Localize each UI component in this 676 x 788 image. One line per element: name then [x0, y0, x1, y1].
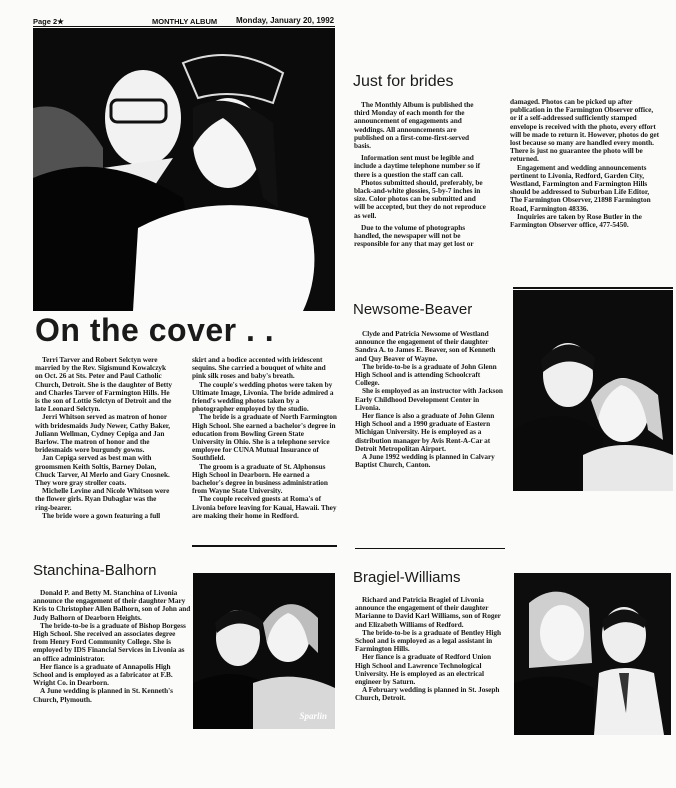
paragraph: Her fiance is a graduate of Redford Union High School and Lawrence Technological University. He is employed as an electrical engineer by Saturn.: [355, 652, 491, 687]
paragraph: Richard and Patricia Bragiel of Livonia announce the engagement of their daughter Marianne to David Karl Williams, son of Roger and Elizabeth Williams of Redford.: [355, 595, 501, 629]
newsome-headline: Newsome-Beaver: [353, 301, 473, 318]
bragiel-headline: Bragiel-Williams: [353, 569, 461, 586]
newsome-beaver-photo: [513, 290, 673, 491]
brides-headline: Just for brides: [353, 73, 454, 90]
paragraph: The couple's wedding photos were taken by Ultimate Image, Livonia. The bride admired a friend's wedding photos taken by a photographer employed by the studio.: [192, 379, 334, 414]
bragiel-story: [355, 596, 505, 703]
paragraph: Terri Tarver and Robert Selctyn were married by the Rev. Sigismund Kowalczyk on Oct. 26 at Sts. Peter and Paul Catholic Church, Detroit. She is the daughter of Betty and Charles Tarver of Farmington Hills. He is the son of Lottie Selctyn of Detroit and the late Leonard Selctyn.: [35, 355, 172, 414]
paragraph: A June 1992 wedding is planned in Calvary Baptist Church, Canton.: [355, 452, 495, 470]
paragraph: A June wedding is planned in St. Kenneth's Church, Plymouth.: [33, 686, 173, 704]
paragraph: The bride-to-be is a graduate of Bishop Borgess High School. She received an associates degree from Henry Ford Community College. She is employed by IDS Financial Services in Livonia as an office administrator.: [33, 620, 186, 663]
issue-date: Monday, January 20, 1992: [236, 16, 335, 25]
paragraph: Engagement and wedding announcements pertinent to Livonia, Redford, Garden City, Westland, Farmington and Farmington Hills should be addressed to Suburban Life Editor, The Farmington Observer, 21898 Farmington Road, Farmington 48336.: [510, 162, 651, 213]
paragraph: Her fiance is a graduate of Annapolis High School and is employed as a fabricator at F.B. Wright Co. in Dearborn.: [33, 661, 173, 688]
paragraph: damaged. Photos can be picked up after publication in the Farmington Observer office, or if a self-addressed sufficiently stamped envelope is received with the photo, every effort will be made to return it. However, photos do get lost because so many are handled every month. There is just no guarantee the photo will be returned.: [510, 97, 659, 164]
stanchina-headline: Stanchina-Balhorn: [33, 562, 157, 579]
paragraph: She is employed as an instructor with Jackson Early Childhood Development Center in Livonia.: [355, 386, 503, 412]
brides-col1: [354, 101, 486, 248]
paragraph: skirt and a bodice accented with iridescent sequins. She carried a bouquet of white and pink silk roses and baby's breath.: [192, 355, 326, 381]
section-name: MONTHLY ALBUM: [152, 17, 218, 26]
cover-story-col2: [192, 356, 337, 520]
masthead-rule: [33, 26, 335, 27]
stanchina-balhorn-photo: [193, 573, 335, 729]
brides-col2: [510, 98, 660, 229]
page-number: Page 2★: [33, 17, 64, 26]
paragraph: The couple received guests at Roma's of Livonia before leaving for Kauai, Hawaii. They are making their home in Redford.: [192, 494, 337, 520]
paragraph: Due to the volume of photographs handled, the newspaper will not be responsible for any that may get lost or: [354, 222, 474, 249]
paragraph: Donald P. and Betty M. Stanchina of Livonia announce the engagement of their daughter Mary Kris to Christopher Allen Balhorn, son of John and Judy Balhorn of Dearborn Heights.: [33, 588, 191, 622]
paragraph: Information sent must be legible and include a daytime telephone number so if there is a question the staff can call.: [354, 153, 480, 179]
paragraph: Clyde and Patricia Newsome of Westland announce the engagement of their daughter Sandra A. to James E. Beaver, son of Kenneth and Quy Beaver of Wayne.: [355, 329, 496, 363]
paragraph: Photos submitted should, preferably, be black-and-white glossies, 5-by-7 inches in size. Color photos can be submitted and will be accepted, but they do not reproduce as well.: [354, 177, 486, 220]
paragraph: The bride-to-be is a graduate of John Glenn High School and is attending Schoolcraft College.: [355, 361, 497, 388]
paragraph: The bride wore a gown featuring a full: [42, 510, 161, 520]
newsome-story: [355, 330, 505, 469]
paragraph: The bride is a graduate of North Farmington High School. She earned a bachelor's degree in education from Bowling Green State University in Ohio. She is a telephone service employee for CUNA Mutual Insurance of Southfield.: [192, 412, 337, 463]
cover-wedding-photo: [33, 28, 335, 311]
stanchina-story: [33, 589, 191, 704]
paragraph: The groom is a graduate of St. Alphonsus High School in Dearborn. He earned a bachelor's degree in business administration from Wayne State University.: [192, 461, 328, 496]
section-rule: [355, 548, 505, 549]
paragraph: Jerri Whitson served as matron of honor with bridesmaids Judy Newer, Cathy Baker, Juliann Wellman, Cydney Cepiga and Jan Barlow. The matron of honor and the bridesmaids wore burgundy gowns.: [35, 412, 171, 455]
paragraph: The bride-to-be is a graduate of Bentley High School and is employed as a legal assistant in Farmington Hills.: [355, 627, 502, 654]
cover-headline: On the cover . .: [35, 312, 275, 348]
bragiel-williams-photo: [514, 573, 671, 735]
section-rule: [513, 287, 673, 289]
paragraph: The Monthly Album is published the third Monday of each month for the announcement of engagements and weddings. All announcements are published on a first-come-first-served basis.: [354, 100, 474, 151]
paragraph: Jan Cepiga served as best man with groomsmen Keith Soltis, Barney Dolan, Chuck Tarver, Al Merlo and Gary Cnosnek. They wore gray stroller coats.: [35, 453, 170, 488]
paragraph: A February wedding is planned in St. Joseph Church, Detroit.: [355, 685, 500, 703]
paragraph: Inquiries are taken by Rose Butler in the Farmington Observer office, 477-5450.: [510, 211, 642, 230]
section-rule: [192, 545, 337, 547]
paragraph: Her fiance is also a graduate of John Glenn High School and a 1990 graduate of Eastern Michigan University. He is employed as a distribution manager by Avis Rent-A-Car at Detroit Metropolitan Airport.: [355, 411, 495, 453]
cover-story-col1: [35, 356, 173, 520]
photo-credit: Sparlin: [299, 711, 327, 721]
paragraph: Michelle Levine and Nicole Whitson were the flower girls. Ryan Dubaglar was the ring-bearer.: [35, 486, 170, 512]
